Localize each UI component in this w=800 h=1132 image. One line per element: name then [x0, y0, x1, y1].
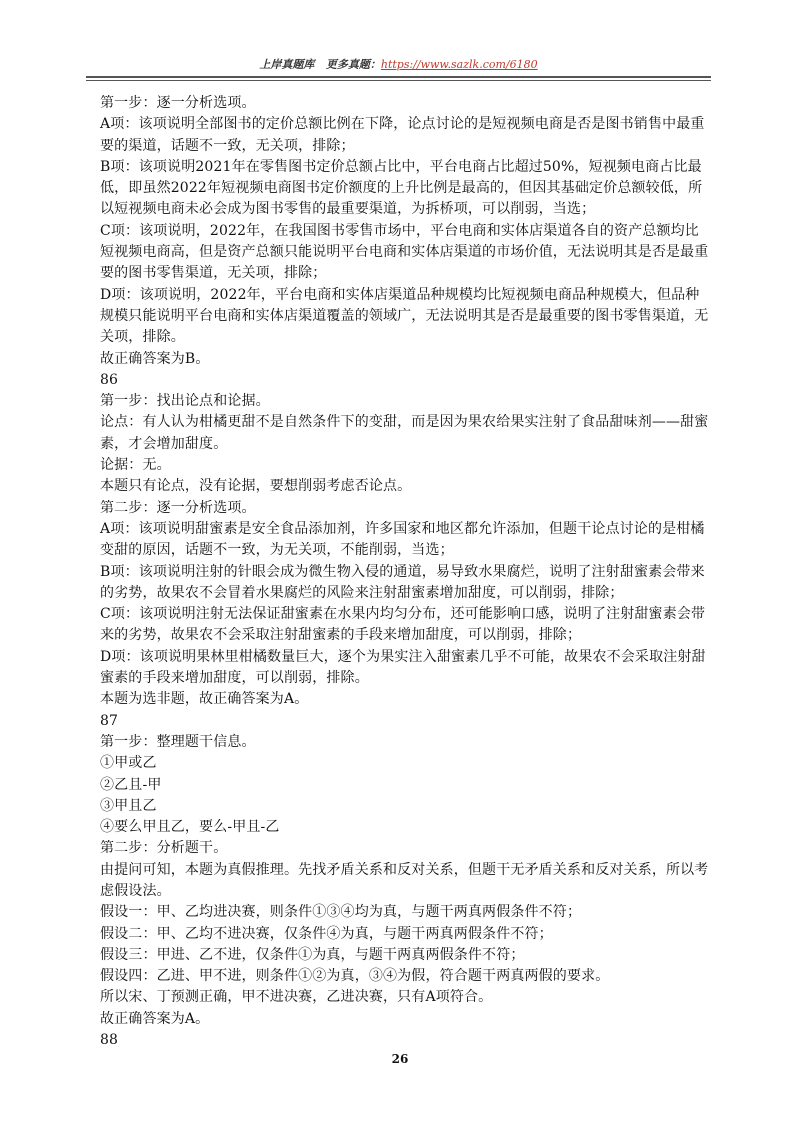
- condition-item: ①甲或乙: [100, 755, 157, 772]
- page-header: [86, 54, 711, 76]
- paragraph: D项：该项说明，2022年，平台电商和实体店渠道品种规模均比短视频电商品种规模大，但品种规模只能说明平台电商和实体店渠道覆盖的领域广，无法说明其是否是最重要的图书零售渠道，无关项，排除。: [100, 286, 709, 346]
- paragraph: 本题为选非题，故正确答案为A。: [100, 691, 309, 708]
- paragraph: 本题只有论点，没有论据，要想削弱考虑否论点。: [100, 478, 412, 495]
- paragraph: 第一步：整理题干信息。: [100, 733, 256, 750]
- paragraph: 故正确答案为B。: [100, 350, 210, 367]
- paragraph: 由提问可知，本题为真假推理。先找矛盾关系和反对关系，但题干无矛盾关系和反对关系，所以考虑假设法。: [100, 861, 709, 899]
- paragraph: A项：该项说明甜蜜素是安全食品添加剂，许多国家和地区都允许添加，但题干论点讨论的是柑橘变甜的原因，话题不一致，为无关项，不能削弱，当选；: [100, 520, 705, 559]
- header-url-link[interactable]: https://www.sazlk.com/6180: [380, 58, 538, 71]
- paragraph: 第二步：分析题干。: [100, 840, 228, 857]
- paragraph: 假设四：乙进、甲不进，则条件①②为真，③④为假，符合题干两真两假的要求。: [100, 968, 610, 985]
- paragraph: 论点：有人认为柑橘更甜不是自然条件下的变甜，而是因为果农给果实注射了食品甜味剂——甜蜜素，才会增加甜度。: [100, 414, 709, 452]
- paragraph: 第二步：逐一分析选项。: [100, 499, 256, 516]
- question-number: 88: [100, 1032, 119, 1049]
- paragraph: C项：该项说明注射无法保证甜蜜素在水果内均匀分布，还可能影响口感，说明了注射甜蜜素会带来的劣势，故果农不会采取注射甜蜜素的手段来增加甜度，可以削弱，排除；: [100, 606, 706, 644]
- paragraph: 论据：无。: [100, 457, 171, 474]
- paragraph: 第一步：找出论点和论据。: [100, 393, 270, 410]
- header-separator: [314, 58, 326, 71]
- paragraph: 假设二：甲、乙均不进决赛，仅条件④为真，与题干两真两假条件不符；: [100, 925, 553, 942]
- paragraph: D项：该项说明果林里柑橘数量巨大，逐个为果实注入甜蜜素几乎不可能，故果农不会采取注射甜蜜素的手段来增加甜度，可以削弱，排除。: [100, 648, 706, 687]
- page-content: [100, 93, 712, 1051]
- condition-item: ③甲且乙: [100, 797, 157, 814]
- paragraph: 所以宋、丁预测正确，甲不进决赛，乙进决赛，只有A项符合。: [100, 989, 493, 1006]
- paragraph: 第一步：逐一分析选项。: [100, 95, 256, 111]
- paragraph: A项：该项说明全部图书的定价总额比例在下降，论点讨论的是短视频电商是否是图书销售中最重要的渠道，话题不一致，无关项，排除；: [100, 116, 705, 154]
- condition-item: ②乙且-甲: [100, 776, 162, 793]
- question-number: 87: [100, 712, 119, 729]
- paragraph: B项：该项说明2021年在零售图书定价总额占比中，平台电商占比超过50%，短视频电商占比最低，即虽然2022年短视频电商图书定价额度的上升比例是最高的，但因其基础定价总额较低，所以短视频电商未必会成为图书零售的最重要渠道，为拆桥项，可以削弱，当选；: [100, 158, 703, 218]
- condition-item: ④要么甲且乙，要么-甲且-乙: [100, 819, 280, 836]
- header-brand: 上岸真题库: [259, 58, 315, 71]
- paragraph: 故正确答案为A。: [100, 1010, 210, 1027]
- question-number: 86: [100, 371, 119, 388]
- header-label: 更多真题：: [325, 58, 381, 71]
- header-rule-top: [86, 76, 711, 78]
- header-rule-bottom: [86, 80, 711, 81]
- paragraph: 假设一：甲、乙均进决赛，则条件①③④均为真，与题干两真两假条件不符；: [100, 904, 582, 921]
- paragraph: C项：该项说明，2022年，在我国图书零售市场中，平台电商和实体店渠道各自的资产总额均比短视频电商高，但是资产总额只能说明平台电商和实体店渠道的市场价值，无法说明其是否是最重要的图书零售渠道，无关项，排除；: [100, 222, 709, 282]
- page-number: 26: [391, 1052, 409, 1066]
- paragraph: B项：该项说明注射的针眼会成为微生物入侵的通道，易导致水果腐烂，说明了注射甜蜜素会带来的劣势，故果农不会冒着水果腐烂的风险来注射甜蜜素增加甜度，可以削弱，排除；: [100, 563, 705, 601]
- paragraph: 假设三：甲进、乙不进，仅条件①为真，与题干两真两假条件不符；: [100, 946, 525, 963]
